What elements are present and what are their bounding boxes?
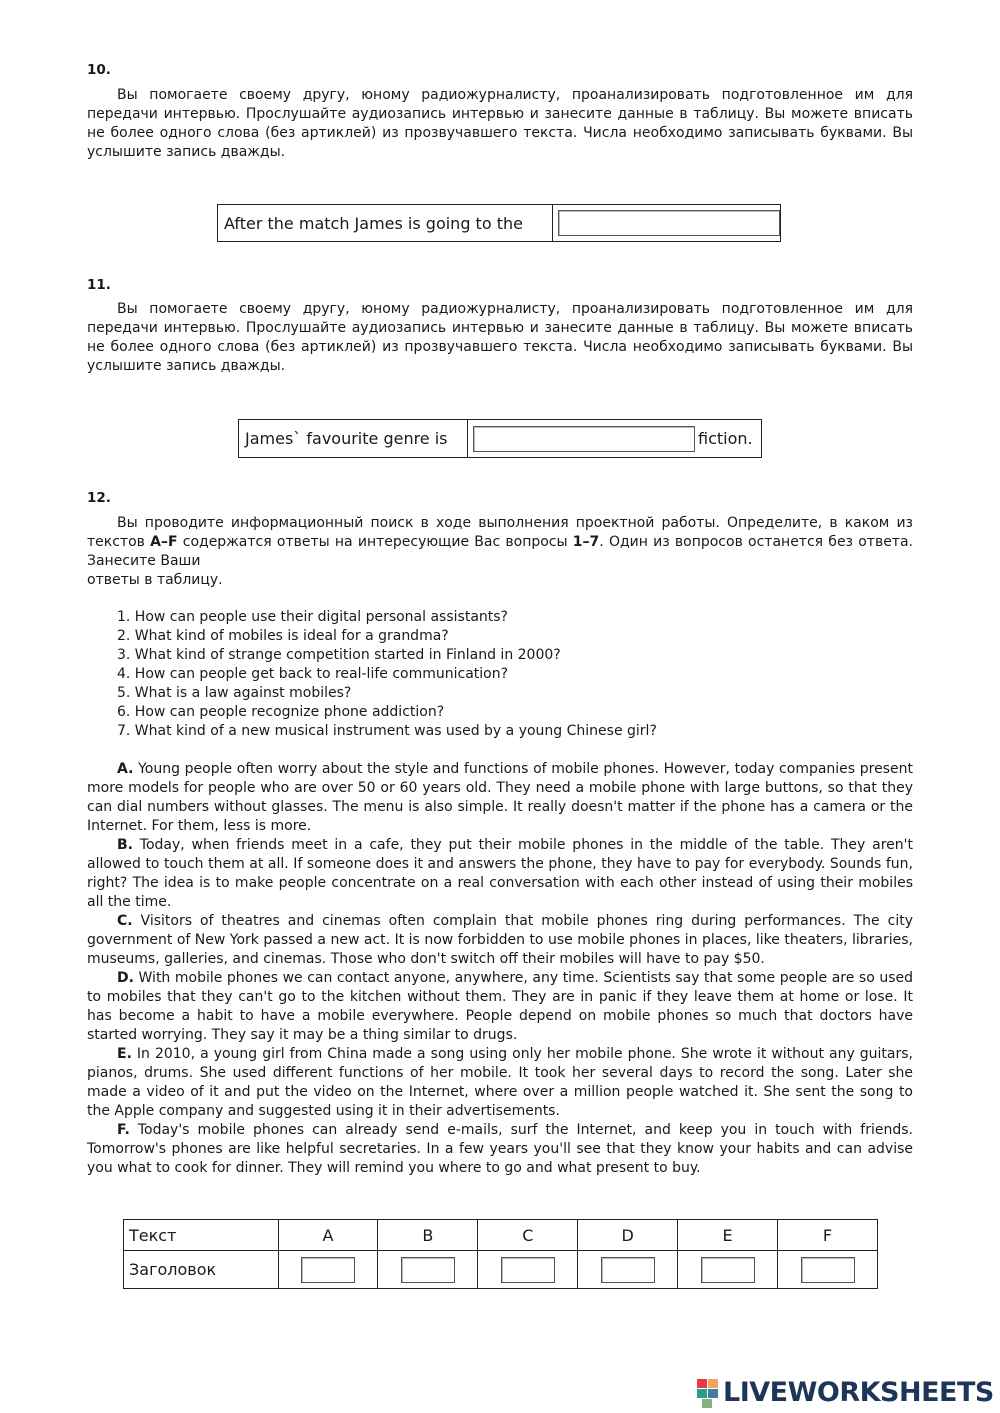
answer-input-f[interactable] (801, 1257, 855, 1283)
text-body: Today's mobile phones can already send e-mails, surf the Internet, and keep you in touch with friends. Tomorrow's phones are like helpful secretaries. In a few years you'll see that they know your habits and can advise you what to cook for dinner. They will remind you where to go and what present to buy. (87, 1122, 913, 1176)
table-header-cell: B (378, 1220, 478, 1251)
text-body: Young people often worry about the style and functions of mobile phones. However, today companies present more models for people who are over 50 or 60 years old. They need a mobile phone with large buttons, so that they can dial numbers without glasses. The menu is also simple. It really doesn't matter if the phone has a camera or the Internet. For them, less is more. (87, 761, 913, 834)
instruction-part: содержатся ответы на интересующие Вас вопросы (177, 534, 573, 550)
instruction-part: . Один из вопросов останется без ответа. Занесите Ваши (87, 534, 913, 569)
reading-texts (87, 760, 913, 1178)
text-body: Visitors of theatres and cinemas often complain that mobile phones ring during performances. The city government of New York passed a new act. It is now forbidden to use mobile phones in places, like theaters, libraries, museums, galleries, and cinemas. Those who don't switch off their mobiles will have to pay $50. (87, 913, 913, 967)
list-item: 3. What kind of strange competition started in Finland in 2000? (117, 647, 561, 663)
text-a (87, 760, 913, 836)
text-b (87, 836, 913, 912)
table-cell (378, 1251, 478, 1289)
text-body: With mobile phones we can contact anyone, anywhere, any time. Scientists say that some people are so used to mobiles that they can't go to the kitchen without them. They are in panic if they leave them at home or lose. It has become a habit to have a mobile everywhere. People depend on mobile phones so much that doctors have started worrying. They say it may be a thing similar to drugs. (87, 970, 913, 1043)
text-c (87, 912, 913, 969)
liveworksheets-logo (697, 1376, 994, 1408)
question-11-instruction: Вы помогаете своему другу, юному радиожурналисту, проанализировать подготовленное им для передачи интервью. Прослушайте аудиозапись интервью и занесите данные в таблицу. Вы можете вписать не более одного слова (без артиклей) из прозвучавшего текста. Числа необходимо записывать буквами. Вы услышите запись дважды. (87, 301, 913, 374)
question-12-number: 12. (87, 490, 111, 506)
table-row-label: Заголовок (124, 1251, 279, 1289)
question-11-answer-input[interactable] (473, 426, 695, 452)
question-list (117, 608, 657, 741)
list-item: 7. What kind of a new musical instrument was used by a young Chinese girl? (117, 723, 657, 739)
question-11-number: 11. (87, 277, 111, 293)
table-row-label: Текст (124, 1220, 279, 1251)
text-body: In 2010, a young girl from China made a song using only her mobile phone. She wrote it without any guitars, pianos, drums. She used different functions of her mobile. It took her several days to record the song. Later she made a video of it and put the video on the Internet, where over a million people watched it. She sent the song to the Apple company and suggested using it in their advertisements. (87, 1046, 913, 1119)
text-f (87, 1121, 913, 1178)
table-cell (278, 1251, 378, 1289)
text-letter: B. (117, 837, 133, 853)
table-header-cell: F (778, 1220, 878, 1251)
answer-input-d[interactable] (601, 1257, 655, 1283)
table-row (124, 1251, 878, 1289)
list-item: 5. What is a law against mobiles? (117, 685, 352, 701)
list-item: 1. How can people use their digital personal assistants? (117, 609, 508, 625)
text-letter: A. (117, 761, 134, 777)
question-10-number: 10. (87, 62, 111, 78)
question-10-instruction: Вы помогаете своему другу, юному радиожурналисту, проанализировать подготовленное им для передачи интервью. Прослушайте аудиозапись интервью и занесите данные в таблицу. Вы можете вписать не более одного слова (без артиклей) из прозвучавшего текста. Числа необходимо записывать буквами. Вы услышите запись дважды. (87, 87, 913, 160)
instruction-last-line: ответы в таблицу. (87, 572, 223, 588)
table-header-cell: E (678, 1220, 778, 1251)
instruction-bold: A–F (150, 534, 178, 550)
table-header-cell: C (478, 1220, 578, 1251)
text-letter: D. (117, 970, 134, 986)
question-10-input-cell (553, 205, 780, 241)
list-item: 4. How can people get back to real-life communication? (117, 666, 509, 682)
text-body: Today, when friends meet in a cafe, they put their mobile phones in the middle of the table. They aren't allowed to touch them at all. If someone does it and answers the phone, they have to pay for everybody. Sounds fun, right? The idea is to make people concentrate on a real conversation with each other instead of using their mobiles all the time. (87, 837, 913, 910)
question-12-instruction (87, 514, 913, 590)
answer-input-a[interactable] (301, 1257, 355, 1283)
instruction-part: Вы проводите информационный поиск в ходе выполнения проектной работы. Определите, в каком из текстов (87, 515, 913, 550)
text-letter: C. (117, 913, 133, 929)
list-item: 2. What kind of mobiles is ideal for a grandma? (117, 628, 449, 644)
table-cell (578, 1251, 678, 1289)
logo-mark-icon (697, 1377, 721, 1407)
question-10-answer-input[interactable] (558, 210, 780, 236)
table-header-cell: A (278, 1220, 378, 1251)
answer-input-b[interactable] (401, 1257, 455, 1283)
answer-input-c[interactable] (501, 1257, 555, 1283)
table-header-cell: D (578, 1220, 678, 1251)
question-10-answer-row (217, 204, 781, 242)
list-item: 6. How can people recognize phone addiction? (117, 704, 445, 720)
table-cell (678, 1251, 778, 1289)
table-cell (778, 1251, 878, 1289)
question-11-input-cell (468, 420, 695, 457)
text-letter: E. (117, 1046, 132, 1062)
table-cell (478, 1251, 578, 1289)
question-11-suffix: fiction. (698, 429, 753, 448)
answer-input-e[interactable] (701, 1257, 755, 1283)
question-11-answer-row (238, 419, 762, 458)
logo-text: LIVEWORKSHEETS (723, 1376, 994, 1408)
instruction-bold: 1–7 (572, 534, 600, 550)
table-row (124, 1220, 878, 1251)
question-10-prompt: After the match James is going to the (218, 205, 553, 241)
text-e (87, 1045, 913, 1121)
answer-table (123, 1219, 878, 1289)
question-11-prompt: James` favourite genre is (239, 420, 468, 457)
text-d (87, 969, 913, 1045)
text-letter: F. (117, 1122, 130, 1138)
